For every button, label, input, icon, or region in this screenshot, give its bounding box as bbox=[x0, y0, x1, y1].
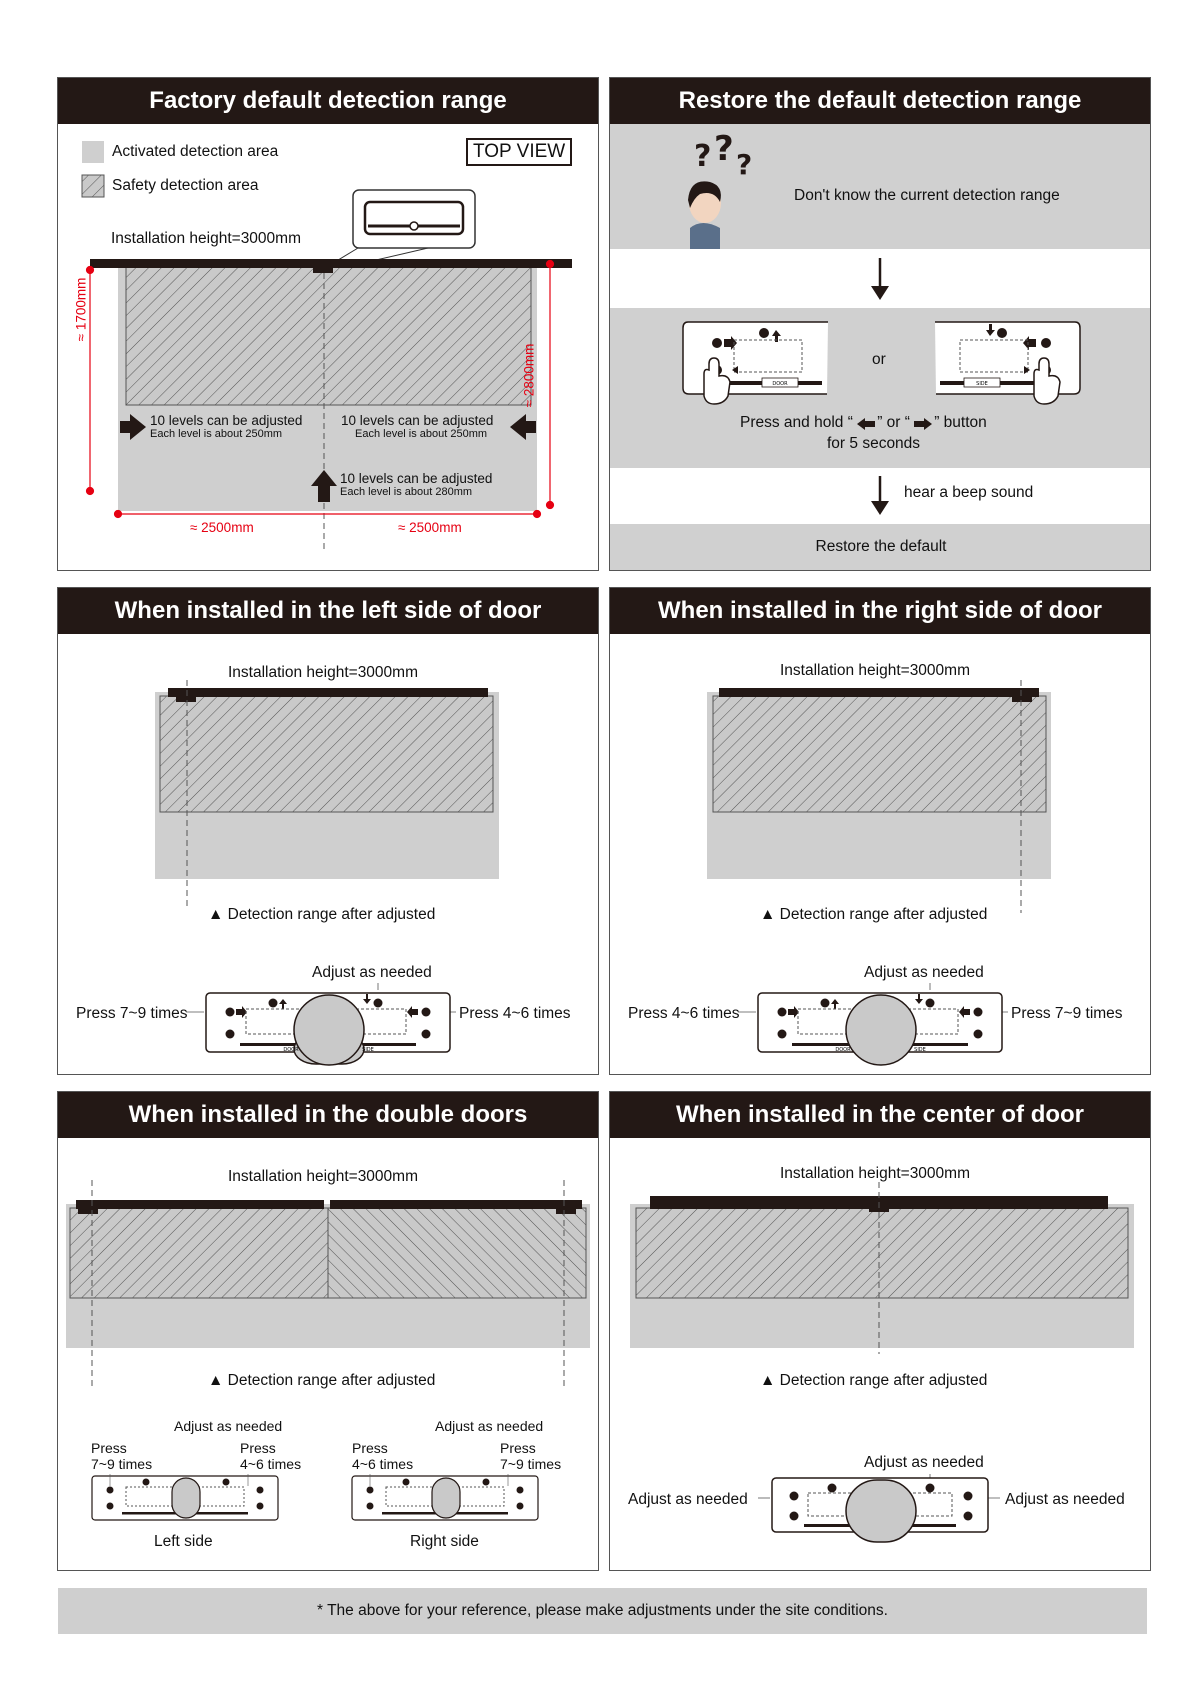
svg-text:?: ? bbox=[714, 129, 734, 169]
svg-text:SIDE: SIDE bbox=[362, 1047, 374, 1053]
adjust-right-label: Adjust as needed bbox=[1005, 1491, 1125, 1508]
panel-title: Factory default detection range bbox=[58, 78, 598, 124]
panel-center bbox=[609, 1091, 1151, 1571]
svg-text:SIDE: SIDE bbox=[914, 1047, 926, 1053]
top-view-badge: TOP VIEW bbox=[466, 138, 572, 166]
right-adjust-label: 10 levels can be adjusted bbox=[341, 413, 494, 428]
depth-adjust-label: 10 levels can be adjusted bbox=[340, 471, 493, 486]
caption: ▲ Detection range after adjusted bbox=[760, 906, 988, 923]
panel-factory-default bbox=[57, 77, 599, 571]
left-side-label: Left side bbox=[154, 1533, 213, 1550]
mini-panel-left bbox=[92, 1474, 278, 1520]
depth-adjust-sub: Each level is about 280mm bbox=[340, 486, 473, 498]
mini-button-panels bbox=[58, 1092, 599, 1571]
door-label-text: DOOR bbox=[772, 381, 788, 387]
footer-note: * The above for your reference, please make adjustments under the site conditions. bbox=[58, 1588, 1147, 1634]
dim-1700-label: ≈ 1700mm bbox=[73, 277, 89, 342]
left-times-a: 7~9 times bbox=[91, 1456, 153, 1472]
press-right-label: Press 4~6 times bbox=[459, 1005, 571, 1022]
svg-text:SIDE: SIDE bbox=[976, 381, 988, 387]
caption: ▲ Detection range after adjusted bbox=[760, 1372, 988, 1389]
left-adjust-label: Adjust as needed bbox=[174, 1418, 283, 1434]
caption: ▲ Detection range after adjusted bbox=[208, 906, 436, 923]
five-seconds-text: for 5 seconds bbox=[827, 435, 921, 452]
beep-text: hear a beep sound bbox=[904, 484, 1034, 501]
press-left-label: Press 7~9 times bbox=[76, 1005, 188, 1022]
mini-panel-right bbox=[352, 1474, 538, 1520]
panel-title: When installed in the center of door bbox=[610, 1092, 1150, 1138]
left-times-b: 4~6 times bbox=[240, 1456, 302, 1472]
sensor-button-panel bbox=[610, 588, 1151, 1075]
button-end-text: ” button bbox=[934, 414, 987, 431]
panel-double-doors bbox=[57, 1091, 599, 1571]
caption: ▲ Detection range after adjusted bbox=[208, 1372, 436, 1389]
left-press-a: Press bbox=[91, 1440, 127, 1456]
panel-title: Restore the default detection range bbox=[610, 78, 1150, 124]
install-height-label: Installation height=3000mm bbox=[780, 662, 970, 679]
adjust-label: Adjust as needed bbox=[312, 964, 432, 981]
dim-2800-label: ≈ 2800mm bbox=[521, 343, 537, 408]
right-adjust-label: Adjust as needed bbox=[435, 1418, 544, 1434]
panel-title: When installed in the double doors bbox=[58, 1092, 598, 1138]
dont-know-text: Don't know the current detection range bbox=[794, 187, 1060, 204]
factory-diagram bbox=[58, 78, 599, 571]
panel-left-side bbox=[57, 587, 599, 1075]
legend-activated-label: Activated detection area bbox=[112, 143, 279, 160]
panel-title: When installed in the left side of door bbox=[58, 588, 598, 634]
right-side-label: Right side bbox=[410, 1533, 479, 1550]
right-times-a: 4~6 times bbox=[352, 1456, 414, 1472]
press-right-label: Press 7~9 times bbox=[1011, 1005, 1123, 1022]
or-mid-text: ” or “ bbox=[877, 414, 910, 431]
right-press-a: Press bbox=[352, 1440, 388, 1456]
restore-default-text: Restore the default bbox=[815, 538, 947, 555]
adjust-label: Adjust as needed bbox=[864, 964, 984, 981]
right-press-b: Press bbox=[500, 1440, 536, 1456]
adjust-top-label: Adjust as needed bbox=[864, 1454, 984, 1471]
sensor-button-panel bbox=[610, 1092, 1151, 1571]
down-arrow-2 bbox=[610, 78, 1151, 571]
panel-title: When installed in the right side of door bbox=[610, 588, 1150, 634]
adjust-left-label: Adjust as needed bbox=[628, 1491, 748, 1508]
left-adjust-sub: Each level is about 250mm bbox=[150, 428, 283, 440]
width-left-label: ≈ 2500mm bbox=[190, 520, 254, 535]
install-height-label: Installation height=3000mm bbox=[228, 1168, 418, 1185]
press-left-label: Press 4~6 times bbox=[628, 1005, 740, 1022]
right-times-b: 7~9 times bbox=[500, 1456, 562, 1472]
left-press-b: Press bbox=[240, 1440, 276, 1456]
width-right-label: ≈ 2500mm bbox=[398, 520, 462, 535]
press-hold-text: Press and hold “ bbox=[740, 414, 853, 431]
left-adjust-label: 10 levels can be adjusted bbox=[150, 413, 303, 428]
or-text: or bbox=[872, 351, 886, 368]
svg-text:DOOR: DOOR bbox=[835, 1047, 851, 1053]
panel-right-side bbox=[609, 587, 1151, 1075]
legend-safety-label: Safety detection area bbox=[112, 177, 259, 194]
install-height-label: Installation height=3000mm bbox=[111, 230, 301, 247]
panel-restore-default bbox=[609, 77, 1151, 571]
svg-text:?: ? bbox=[736, 148, 753, 181]
right-adjust-sub: Each level is about 250mm bbox=[355, 428, 488, 440]
svg-text:DOOR: DOOR bbox=[283, 1047, 299, 1053]
install-height-label: Installation height=3000mm bbox=[228, 664, 418, 681]
sensor-button-panel bbox=[58, 588, 599, 1075]
svg-text:?: ? bbox=[694, 139, 712, 174]
install-height-label: Installation height=3000mm bbox=[780, 1165, 970, 1182]
